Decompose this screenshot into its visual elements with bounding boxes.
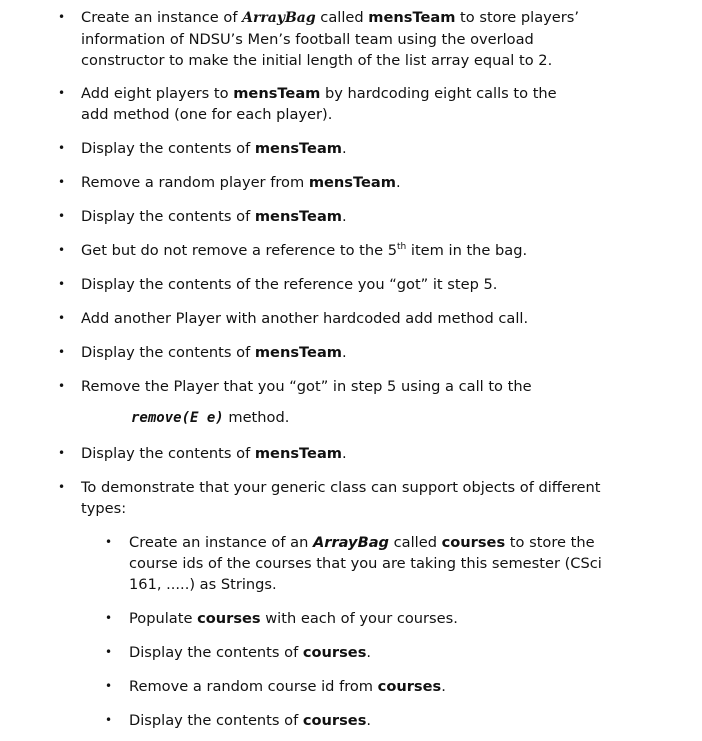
bullet-icon: • [105,679,113,693]
bullet-icon: • [105,645,113,659]
item-text: Remove a random course id from courses. [129,678,446,695]
item-text: Remove the Player that you “got” in step 5 using a call to the [81,378,532,395]
item-text: Create an instance of an ArrayBag called courses to store the course ids of the courses that you are taking this semester (CSci 161, .....) as Strings. [129,534,602,593]
bullet-icon: • [58,446,66,460]
bullet-icon: • [58,480,66,494]
bullet-icon: • [58,379,66,393]
bullet-icon: • [58,311,66,325]
item-text: Display the contents of courses. [129,644,372,661]
item-text: Get but do not remove a reference to the 5th item in the bag. [81,242,528,259]
item-text: Remove a random player from mensTeam. [81,174,401,191]
item-text: Create an instance of ArrayBag called mensTeam to store players’ information of NDSU’s Men’s football team using the overload constructor to make the initial length of the list array equal to 2. [81,9,580,69]
item-text: Display the contents of mensTeam. [81,445,347,462]
item-text: Add another Player with another hardcoded add method call. [81,310,529,327]
code-snippet: remove(E e) [131,410,224,426]
bullet-icon: • [58,209,66,223]
bullet-icon: • [58,175,66,189]
item-text: Display the contents of courses. [129,712,372,729]
bullet-icon: • [58,243,66,257]
item-text: Display the contents of the reference you “got” it step 5. [81,276,498,293]
item-continuation: remove(E e) method. [131,409,290,426]
item-text: Display the contents of mensTeam. [81,208,347,225]
bullet-icon: • [58,345,66,359]
bullet-icon: • [58,86,66,100]
bullet-icon: • [105,713,113,727]
bullet-icon: • [58,141,66,155]
item-text: Display the contents of mensTeam. [81,140,347,157]
item-text: Display the contents of mensTeam. [81,344,347,361]
bullet-icon: • [105,535,113,549]
item-text: To demonstrate that your generic class can support objects of different types: [81,479,601,517]
bullet-icon: • [105,611,113,625]
bullet-icon: • [58,10,66,24]
item-text: Populate courses with each of your courses. [129,610,458,627]
item-text: Add eight players to mensTeam by hardcoding eight calls to the add method (one for each player). [81,85,557,123]
bullet-icon: • [58,277,66,291]
